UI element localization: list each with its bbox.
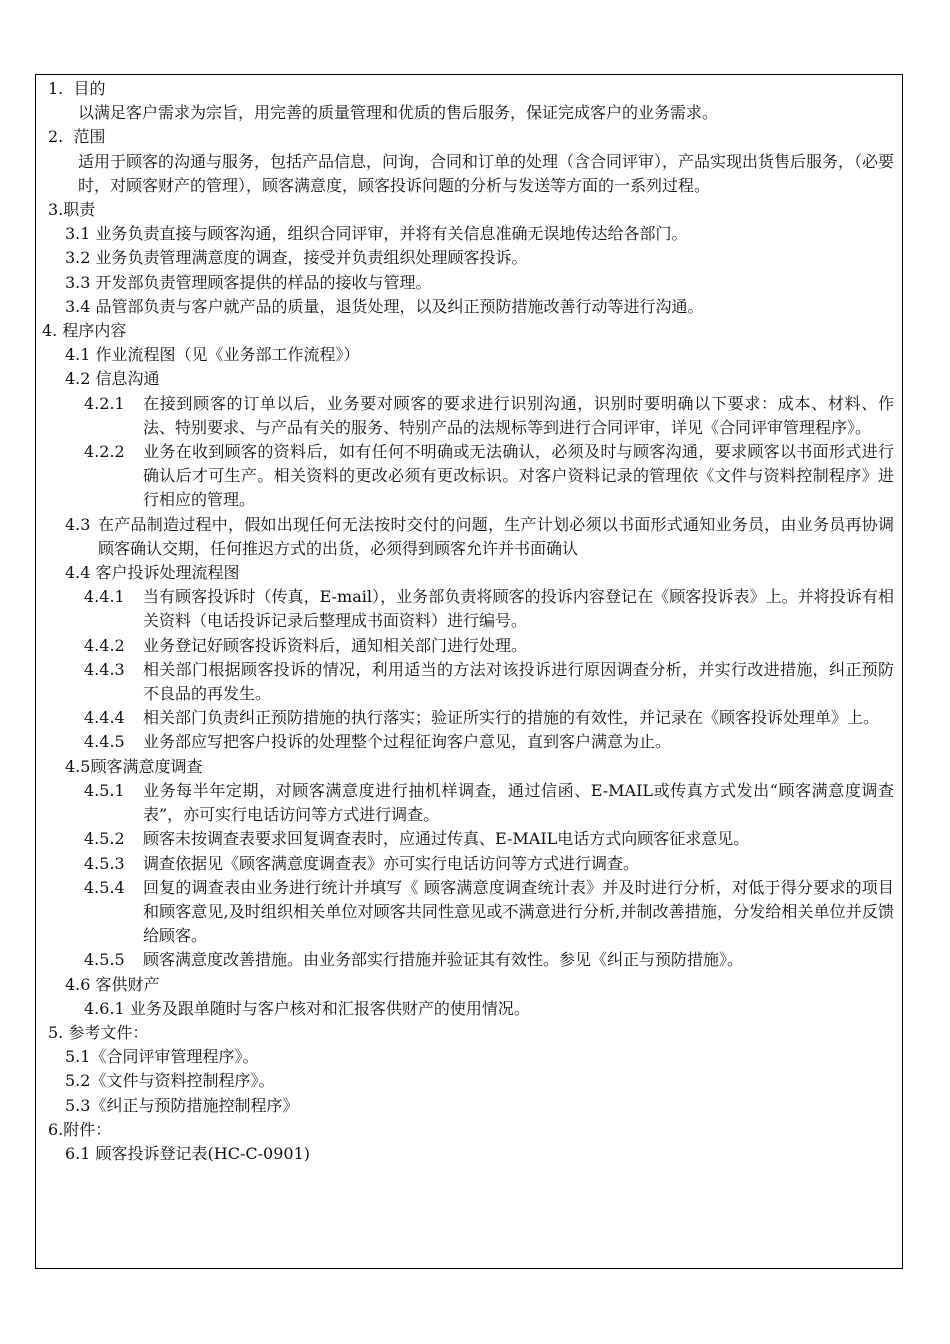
document-body: [36, 77, 902, 1166]
list-item: 4.5.4 回复的调查表由业务进行统计并填写《 顾客满意度调查统计表》并及时进行分析，对低于得分要求的项目和顾客意见,及时组织相关单位对顾客共同性意见或不满意进行分析,并制改善措施，分发给相关单位并反馈给顾客。: [84, 877, 894, 946]
list-item: 4.2.2 业务在收到顾客的资料后，如有任何不明确或无法确认，必须及时与顾客沟通，要求顾客以书面形式进行确认后才可生产。相关资料的更改必须有更改标识。对客户资料记录的管理依《文件与资料控制程序》进行相应的管理。: [84, 442, 894, 510]
subsection-4-3: 4.3 在产品制造过程中，假如出现任何无法按时交付的问题，生产计划必须以书面形式通知业务员，由业务员再协调顾客确认交期，任何推迟方式的出货，必须得到顾客允许并书面确认: [65, 514, 894, 558]
subsection-4-2: 4.2 信息沟通: [65, 369, 160, 389]
list-item: 4.5.3 调查依据见《顾客满意度调查表》亦可实行电话访问等方式进行调查。: [84, 853, 640, 873]
section-2-heading: 2. 范围: [48, 127, 106, 147]
list-item: 4.4.2 业务登记好顾客投诉资料后，通知相关部门进行处理。: [84, 635, 528, 655]
list-item: 3.4 品管部负责与客户就产品的质量，退货处理，以及纠正预防措施改善行动等进行沟通。: [65, 296, 704, 316]
list-item: 3.3 开发部负责管理顾客提供的样品的接收与管理。: [65, 272, 432, 292]
list-item: 3.2 业务负责管理满意度的调查，接受并负责组织处理顾客投诉。: [65, 248, 528, 268]
list-item: 3.1 业务负责直接与顾客沟通，组织合同评审，并将有关信息准确无误地传达给各部门。: [65, 224, 688, 244]
list-item: 4.5.2 顾客未按调查表要求回复调查表时，应通过传真、E-MAIL电话方式向顾客征求意见。: [84, 829, 750, 849]
section-1-body: 以满足客户需求为宗旨，用完善的质量管理和优质的售后服务，保证完成客户的业务需求。: [78, 103, 719, 123]
subsection-4-5: 4.5顾客满意度调查: [65, 756, 203, 776]
section-1-heading: 1. 目的: [48, 79, 106, 98]
list-item: 5.1《合同评审管理程序》。: [65, 1047, 259, 1067]
list-item: 4.4.4 相关部门负责纠正预防措施的执行落实；验证所实行的措施的有效性，并记录在《顾客投诉处理单》上。: [84, 708, 880, 728]
document-frame: [35, 74, 903, 1269]
list-item: 5.2《文件与资料控制程序》。: [65, 1071, 275, 1091]
section-2-body: 适用于顾客的沟通与服务，包括产品信息，问询，合同和订单的处理（含合同评审），产品实现出货售后服务，（必要时，对顾客财产的管理），顾客满意度，顾客投诉问题的分析与发送等方面的一系列过程。: [78, 151, 895, 195]
list-item: 4.4.5 业务部应写把客户投诉的处理整个过程征询客户意见，直到客户满意为止。: [84, 732, 672, 752]
list-item: 4.5.1 业务每半年定期，对顾客满意度进行抽机样调查，通过信函、E-MAIL或传真方式发出“顾客满意度调查表”，亦可实行电话访问等方式进行调查。: [84, 780, 894, 825]
section-4-heading: 4. 程序内容: [42, 321, 127, 341]
subsection-4-6: 4.6 客供财产: [65, 974, 160, 994]
list-item: 5.3《纠正与预防措施控制程序》: [65, 1095, 299, 1115]
section-6-heading: 6.附件：: [48, 1119, 112, 1139]
subsection-4-1: 4.1 作业流程图（见《业务部工作流程》）: [65, 345, 360, 365]
list-item: 4.6.1 业务及跟单随时与客户核对和汇报客供财产的使用情况。: [84, 998, 530, 1018]
list-item: 4.2.1 在接到顾客的订单以后，业务要对顾客的要求进行识别沟通，识别时要明确以下要求：成本、材料、作法、特别要求、与产品有关的服务、特别产品的法规标等到进行合同评审，详见《合同评审管理程序》。: [84, 393, 894, 437]
list-item: 4.5.5 顾客满意度改善措施。由业务部实行措施并验证其有效性。参见《纠正与预防措施》。: [84, 950, 744, 970]
section-3-heading: 3.职责: [48, 200, 96, 220]
subsection-4-4: 4.4 客户投诉处理流程图: [65, 563, 240, 583]
list-item: 6.1 顾客投诉登记表(HC-C-0901): [65, 1143, 311, 1163]
list-item: 4.4.1 当有顾客投诉时（传真，E-mail），业务部负责将顾客的投诉内容登记在《顾客投诉表》上。并将投诉有相关资料（电话投诉记录后整理成书面资料）进行编号。: [84, 587, 894, 631]
section-5-heading: 5. 参考文件：: [48, 1022, 149, 1042]
list-item: 4.4.3 相关部门根据顾客投诉的情况，利用适当的方法对该投诉进行原因调查分析，并实行改进措施，纠正预防不良品的再发生。: [84, 659, 894, 704]
